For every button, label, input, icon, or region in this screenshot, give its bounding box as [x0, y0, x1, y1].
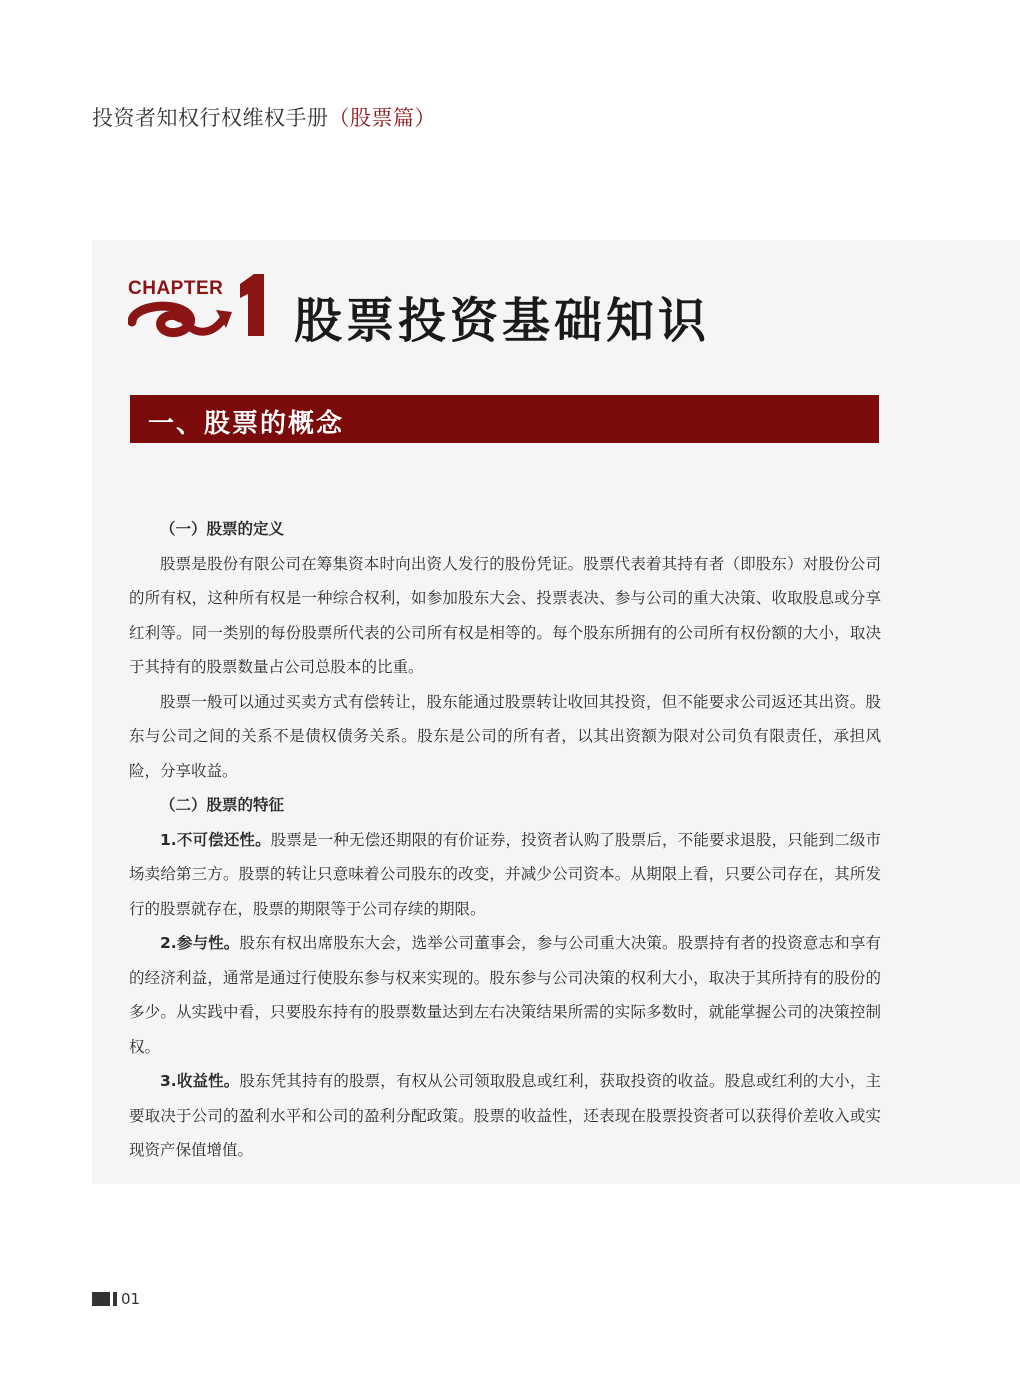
- feature-label: 1.不可偿还性。: [160, 830, 271, 849]
- handbook-title: 投资者知权行权维权手册: [92, 106, 329, 130]
- subheading-features: （二）股票的特征: [160, 796, 285, 814]
- paragraph: 股票是股份有限公司在筹集资本时向出资人发行的股份凭证。股票代表着其持有者（即股东）对股份公司的所有权，这种所有权是一种综合权利，如参加股东大会、投票表决、参与公司的重大决策、收取股息或分享红利等。同一类别的每份股票所代表的公司所有权是相等的。每个股东所拥有的公司所有权份额的大小，取决于其持有的股票数量占公司总股本的比重。: [129, 554, 881, 676]
- feature-label: 2.参与性。: [160, 934, 240, 952]
- section-title: 一、股票的概念: [148, 409, 345, 439]
- chapter-heading: [128, 270, 928, 350]
- feature-text: 股东有权出席股东大会，选举公司董事会，参与公司重大决策。股票持有者的投资意志和享有的经济利益，通常是通过行使股东参与权来实现的。股东参与公司决策的权利大小，取决于其所持有的股份的多少。从实践中看，只要股东持有的股票数量达到左右决策结果所需的实际多数时，就能掌握公司的决策控制权。: [129, 934, 881, 1056]
- feature-text: 股东凭其持有的股票，有权从公司领取股息或红利，获取投资的收益。股息或红利的大小，主要取决于公司的盈利水平和公司的盈利分配政策。股票的收益性，还表现在股票投资者可以获得价差收入或实现资产保值增值。: [129, 1072, 881, 1159]
- body-text: [129, 512, 881, 1168]
- feature-paragraph: [129, 926, 881, 1064]
- feature-text: 股票是一种无偿还期限的有价证券，投资者认购了股票后，不能要求退股，只能到二级市场卖给第三方。股票的转让只意味着公司股东的改变，并减少公司资本。从期限上看，只要公司存在，其所发行的股票就存在，股票的期限等于公司存续的期限。: [129, 830, 881, 918]
- page-folio: [92, 1290, 140, 1308]
- paragraph: 股票一般可以通过买卖方式有偿转让，股东能通过股票转让收回其投资，但不能要求公司返还其出资。股东与公司之间的关系不是债权债务关系。股东是公司的所有者，以其出资额为限对公司负有限责任，承担风险，分享收益。: [129, 692, 881, 780]
- chapter-title: 股票投资基础知识: [294, 293, 711, 349]
- chapter-word: CHAPTER: [128, 278, 224, 299]
- folio-block-icon: [92, 1292, 110, 1306]
- section-heading-bar: [130, 395, 879, 443]
- feature-paragraph: [129, 1064, 881, 1168]
- handbook-subtitle: （股票篇）: [328, 106, 436, 130]
- page-number: 01: [121, 1290, 141, 1308]
- feature-label: 3.收益性。: [160, 1072, 240, 1090]
- folio-bar-icon: [113, 1292, 117, 1306]
- subheading-definition: （一）股票的定义: [160, 520, 285, 538]
- running-header: [92, 102, 436, 132]
- feature-paragraph: [129, 823, 881, 927]
